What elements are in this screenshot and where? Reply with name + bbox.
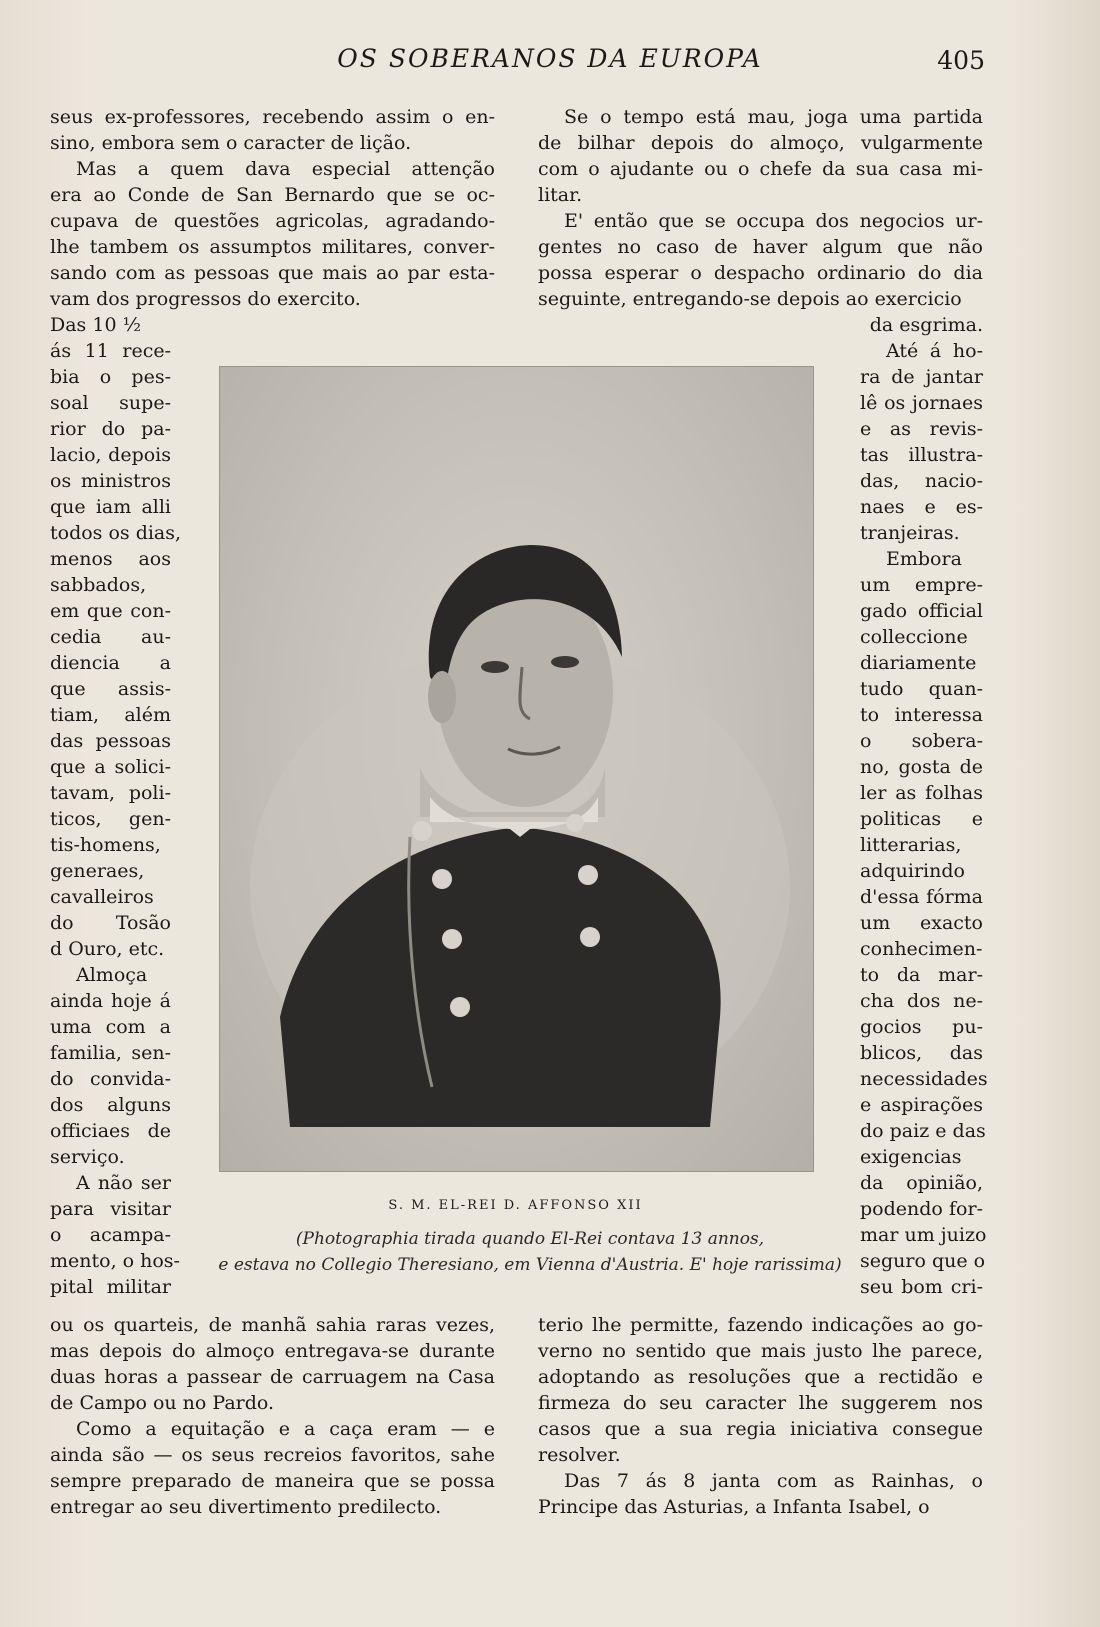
text-line: terio lhe permitte, fazendo indicações ao go- xyxy=(538,1314,983,1336)
text-line: mar um juizo xyxy=(860,1224,987,1246)
text-line: das, nacio- xyxy=(860,470,983,492)
text-line: Mas a quem dava especial attenção xyxy=(76,158,495,180)
text-line: Almoça xyxy=(76,964,148,986)
photo-caption-title: S. M. EL-REI D. AFFONSO XII xyxy=(388,1198,643,1213)
text-line: de bilhar depois do almoço, vulgarmente xyxy=(538,132,983,154)
text-line: seus ex-professores, recebendo assim o en- xyxy=(50,106,495,128)
text-line: era ao Conde de San Bernardo que se oc- xyxy=(50,184,495,206)
text-line: mas depois do almoço entregava-se durante xyxy=(50,1340,495,1362)
engraver-signature: Rinar*igr xyxy=(320,1102,387,1117)
text-line: menos aos xyxy=(50,548,171,570)
text-line: de Campo ou no Pardo. xyxy=(50,1392,275,1414)
text-line: adquirindo xyxy=(860,860,965,882)
text-line: gocios pu- xyxy=(860,1016,983,1038)
text-line: d Ouro, etc. xyxy=(50,938,165,960)
text-line: que a solici- xyxy=(50,756,171,778)
text-line: diariamente xyxy=(860,652,977,674)
text-line: generaes, xyxy=(50,860,145,882)
portrait-figure xyxy=(220,367,813,1171)
photo-caption-note-line: e estava no Collegio Theresiano, em Vienna d'Austria. E' hoje rarissima) xyxy=(218,1255,842,1275)
text-line: tas illustra- xyxy=(860,444,983,466)
running-header-title: OS SOBERANOS DA EUROPA xyxy=(337,44,763,73)
text-line: duas horas a passear de carruagem na Casa xyxy=(50,1366,495,1388)
text-line: conhecimen- xyxy=(860,938,983,960)
right-column-bottom xyxy=(538,1312,983,1520)
text-line: cedia au- xyxy=(50,626,171,648)
text-line: firmeza do seu caracter lhe suggerem nos xyxy=(538,1392,983,1414)
portrait-photograph xyxy=(219,366,814,1172)
text-line: ler as folhas xyxy=(860,782,983,804)
text-line: verno no sentido que mais justo lhe parece, xyxy=(538,1340,983,1362)
text-line: tis-homens, xyxy=(50,834,161,856)
text-line: para visitar xyxy=(50,1198,171,1220)
page-number: 405 xyxy=(937,46,985,75)
text-line: Até á ho- xyxy=(886,340,983,362)
left-column-top xyxy=(50,104,495,312)
text-line: em que con- xyxy=(50,600,171,622)
text-line: o sobera- xyxy=(860,730,983,752)
text-line: Como a equitação e a caça eram — e xyxy=(76,1418,495,1440)
text-line: cupava de questões agricolas, agradando- xyxy=(50,210,495,232)
text-line: cha dos ne- xyxy=(860,990,983,1012)
text-line: sino, embora sem o caracter de lição. xyxy=(50,132,412,154)
text-line: lhe tambem os assumptos militares, conver- xyxy=(50,236,495,258)
text-line: das pessoas xyxy=(50,730,171,752)
text-line: tudo quan- xyxy=(860,678,983,700)
text-line: vam dos progressos do exercito. xyxy=(50,288,361,310)
text-line: ás 11 rece- xyxy=(50,340,171,362)
text-line: os ministros xyxy=(50,470,171,492)
text-line: tranjeiras. xyxy=(860,522,960,544)
text-line: to da mar- xyxy=(860,964,983,986)
text-line: que assis- xyxy=(50,678,171,700)
text-line: sempre preparado de maneira que se possa xyxy=(50,1470,495,1492)
text-line: seguro que o xyxy=(860,1250,986,1272)
text-line: uma com a xyxy=(50,1016,171,1038)
text-line: serviço. xyxy=(50,1146,125,1168)
text-line: d'essa fórma xyxy=(860,886,983,908)
text-line: da opinião, xyxy=(860,1172,983,1194)
text-line: dos alguns xyxy=(50,1094,171,1116)
text-line: familia, sen- xyxy=(50,1042,171,1064)
text-line: blicos, das xyxy=(860,1042,983,1064)
text-line: resolver. xyxy=(538,1444,621,1466)
text-line: tavam, poli- xyxy=(50,782,171,804)
text-line: lê os jornaes xyxy=(860,392,983,414)
text-line: do convida- xyxy=(50,1068,171,1090)
text-line: que iam alli xyxy=(50,496,171,518)
photo-caption-note xyxy=(180,1226,880,1278)
text-line: do paiz e das xyxy=(860,1120,986,1142)
text-line: litar. xyxy=(538,184,583,206)
text-line: ainda hoje á xyxy=(50,990,171,1012)
text-line: soal supe- xyxy=(50,392,171,414)
text-line: seu bom cri- xyxy=(860,1276,983,1298)
text-line: o acampa- xyxy=(50,1224,171,1246)
text-line: Das 7 ás 8 janta com as Rainhas, o xyxy=(564,1470,983,1492)
text-line: Das 10 ½ xyxy=(50,314,141,336)
text-line: ra de jantar xyxy=(860,366,983,388)
text-line: Principe das Asturias, a Infanta Isabel, o xyxy=(538,1496,930,1518)
text-line: adoptando as resoluções que a rectidão e xyxy=(538,1366,983,1388)
text-line: litterarias, xyxy=(860,834,962,856)
text-line: da esgrima. xyxy=(869,314,983,336)
text-line: possa esperar o despacho ordinario do dia xyxy=(538,262,983,284)
text-line: tiam, além xyxy=(50,704,171,726)
text-line: sando com as pessoas que mais ao par esta- xyxy=(50,262,495,284)
right-column-narrow xyxy=(860,312,988,1300)
text-line: to interessa xyxy=(860,704,983,726)
text-line: e aspirações xyxy=(860,1094,983,1116)
text-line: no, gosta de xyxy=(860,756,983,778)
text-line: E' então que se occupa dos negocios ur- xyxy=(564,210,983,232)
text-line: pital militar xyxy=(50,1276,171,1298)
text-line: gentes no caso de haver algum que não xyxy=(538,236,983,258)
text-line: bia o pes- xyxy=(50,366,171,388)
text-line: politicas e xyxy=(860,808,983,830)
photo-caption-note-line: (Photographia tirada quando El-Rei contava 13 annos, xyxy=(295,1229,765,1249)
text-line: e as revis- xyxy=(860,418,983,440)
text-line: casos que a sua regia iniciativa consegue xyxy=(538,1418,983,1440)
text-line: do Tosão xyxy=(50,912,171,934)
text-line: gado official xyxy=(860,600,983,622)
text-line: um exacto xyxy=(860,912,983,934)
text-line: mento, o hos- xyxy=(50,1250,180,1272)
text-line: seguinte, entregando-se depois ao exercicio xyxy=(538,288,962,310)
text-line: diencia a xyxy=(50,652,171,674)
text-line: todos os dias, xyxy=(50,522,182,544)
text-line: naes e es- xyxy=(860,496,983,518)
text-line: cavalleiros xyxy=(50,886,154,908)
text-line: rior do pa- xyxy=(50,418,171,440)
text-line: A não ser xyxy=(76,1172,171,1194)
right-column-top xyxy=(538,104,983,312)
text-line: ou os quarteis, de manhã sahia raras vezes, xyxy=(50,1314,495,1336)
text-line: ticos, gen- xyxy=(50,808,171,830)
text-line: lacio, depois xyxy=(50,444,171,466)
text-line: um empre- xyxy=(860,574,983,596)
text-line: necessidades xyxy=(860,1068,988,1090)
text-line: officiaes de xyxy=(50,1120,171,1142)
text-line: sabbados, xyxy=(50,574,147,596)
text-line: ainda são — os seus recreios favoritos, sahe xyxy=(50,1444,495,1466)
left-column-narrow xyxy=(50,312,182,1300)
text-line: com o ajudante ou o chefe da sua casa mi- xyxy=(538,158,983,180)
text-line: Se o tempo está mau, joga uma partida xyxy=(564,106,983,128)
text-line: colleccione xyxy=(860,626,968,648)
left-column-bottom xyxy=(50,1312,495,1520)
text-line: podendo for- xyxy=(860,1198,983,1220)
text-line: Embora xyxy=(886,548,962,570)
text-line: exigencias xyxy=(860,1146,962,1168)
text-line: entregar ao seu divertimento predilecto. xyxy=(50,1496,442,1518)
